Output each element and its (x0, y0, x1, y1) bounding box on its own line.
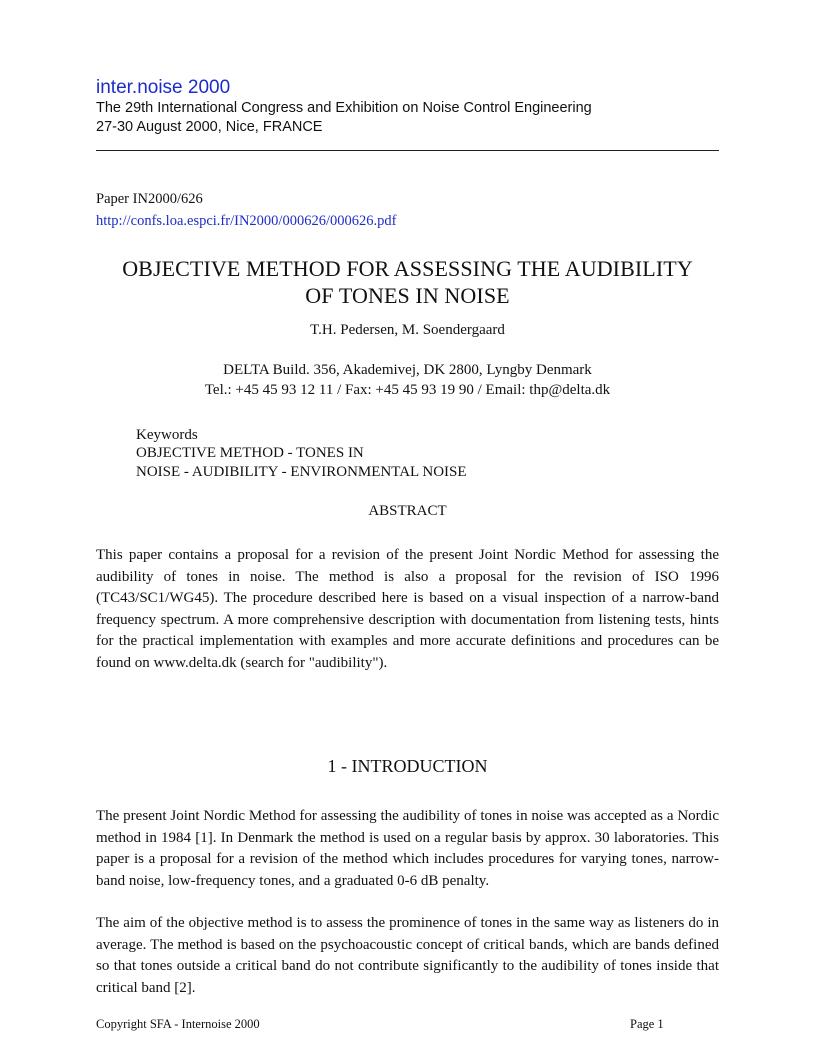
congress-line: The 29th International Congress and Exhibition on Noise Control Engineering (96, 100, 592, 116)
paper-id: Paper IN2000/626 (96, 191, 203, 207)
introduction-paragraph-1: The present Joint Nordic Method for assessing the audibility of tones in noise was accepted as a Nordic method in 1984 [1]. In Denmark the method is used on a regular basis by approx. 30 laboratories. This paper is a proposal for a revision of the method which includes procedures for varying tones, narrow-band noise, low-frequency tones, and a graduated 0-6 dB penalty. (96, 808, 719, 889)
affiliation-address: DELTA Build. 356, Akademivej, DK 2800, Lyngby Denmark (223, 362, 592, 378)
date-location: 27-30 August 2000, Nice, FRANCE (96, 119, 323, 135)
paper-url-link[interactable]: http://confs.loa.espci.fr/IN2000/000626/000626.pdf (96, 213, 397, 229)
introduction-paragraph-2: The aim of the objective method is to assess the prominence of tones in the same way as listeners do in average. The method is based on the psychoacoustic concept of critical bands, which are bands defined so that tones outside a critical band do not contribute significantly to the audibility of tones inside that critical band [2]. (96, 915, 719, 996)
affiliation-contact: Tel.: +45 45 93 12 11 / Fax: +45 45 93 19 90 / Email: thp@delta.dk (204, 382, 611, 398)
keywords-label: Keywords (136, 427, 198, 443)
abstract-text: This paper contains a proposal for a revision of the present Joint Nordic Method for assessing the audibility of tones in noise. The method is also a proposal for the revision of ISO 1996 (TC43/SC1/WG45). The procedure described here is based on a visual inspection of a narrow-band frequency spectrum. A more comprehensive description with documentation from listening tests, hints for the practical implementation with examples and more accurate definitions and procedures can be found on www.delta.dk (search for "audibility"). (96, 547, 719, 671)
authors: T.H. Pedersen, M. Soendergaard (310, 322, 505, 338)
keywords-line1: OBJECTIVE METHOD - TONES IN (136, 445, 364, 461)
abstract-heading: ABSTRACT (368, 503, 447, 519)
footer-page-number: Page 1 (630, 1017, 664, 1031)
introduction-heading: 1 - INTRODUCTION (327, 756, 488, 776)
footer-copyright: Copyright SFA - Internoise 2000 (96, 1017, 260, 1031)
conference-name: inter.noise 2000 (96, 77, 231, 98)
header-divider (96, 150, 719, 151)
keywords-line2: NOISE - AUDIBILITY - ENVIRONMENTAL NOISE (136, 464, 467, 480)
paper-title-line2: OF TONES IN NOISE (305, 283, 510, 308)
paper-title-line1: OBJECTIVE METHOD FOR ASSESSING THE AUDIBILITY (122, 256, 693, 281)
